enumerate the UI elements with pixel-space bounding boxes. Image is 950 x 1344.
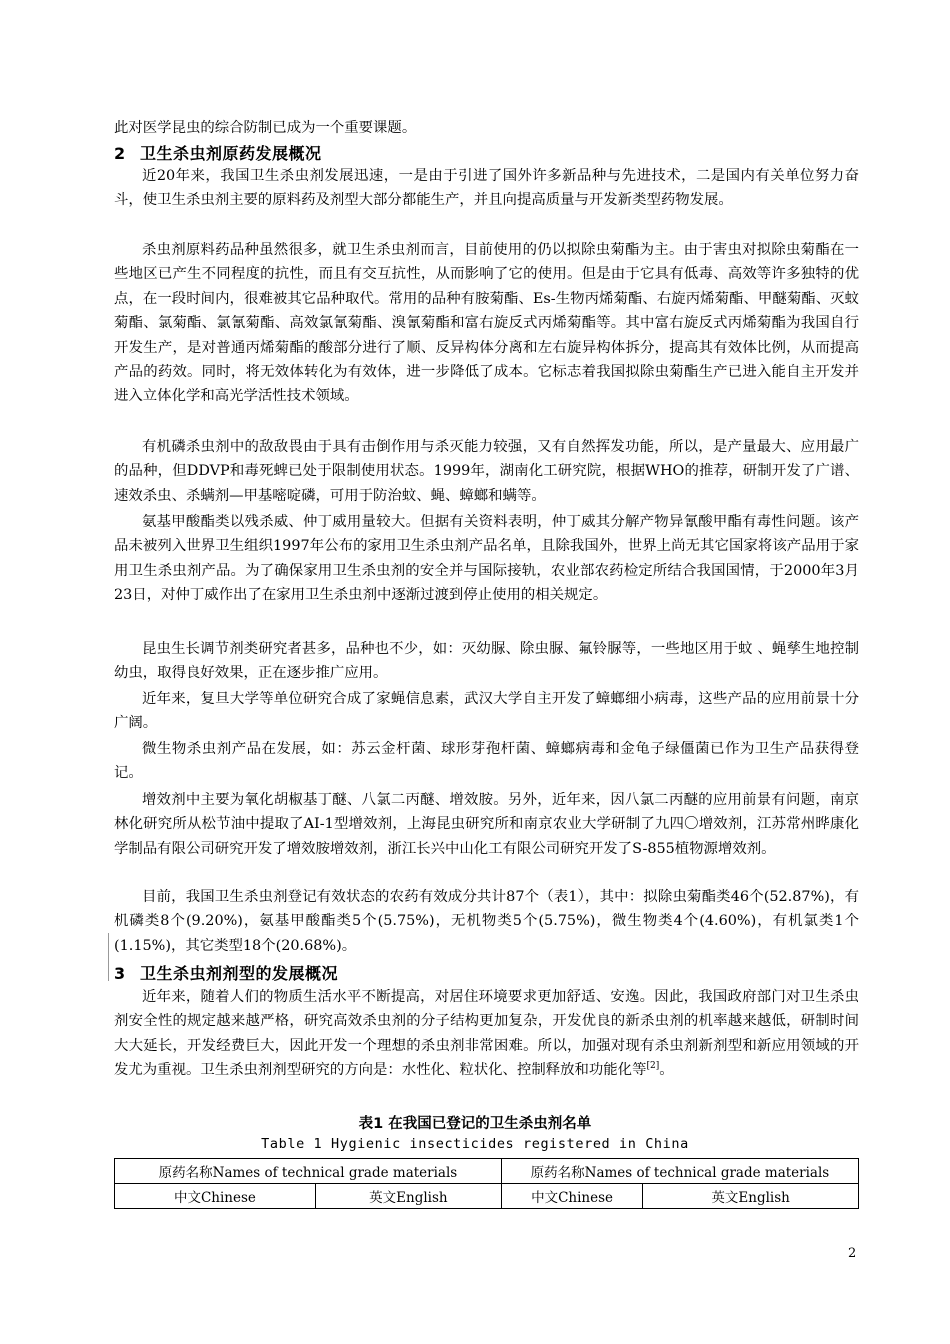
col-header-english-1: 英文English [315, 1184, 501, 1209]
paragraph-s2-6: 近年来，复旦大学等单位研究合成了家蝇信息素，武汉大学自主开发了蟑螂细小病毒，这些产品的应用前景十分广阔。 [114, 691, 859, 732]
insecticide-table [114, 1158, 859, 1209]
col-header-english-2: 英文English [643, 1184, 859, 1209]
group-header-left: 原药名称Names of technical grade materials [115, 1159, 502, 1184]
paragraph-s2-2: 杀虫剂原料药品种虽然很多，就卫生杀虫剂而言，目前使用的仍以拟除虫菊酯为主。由于害虫对拟除虫菊酯在一些地区已产生不同程度的抗性，而且有交互抗性，从而影响了它的使用。但是由于它具有低毒、高效等许多独特的优点，在一段时间内，很难被其它品种取代。常用的品种有胺菊酯、Es-生物丙烯菊酯、右旋丙烯菊酯、甲醚菊酯、灭蚊菊酯、氯菊酯、氯氰菊酯、高效氯氰菊酯、溴氰菊酯和富右旋反式丙烯菊酯等。其中富右旋反式丙烯菊酯为我国自行开发生产，是对普通丙烯菊酯的酸部分进行了顺、反异构体分离和左右旋异构体拆分，提高其有效体比例，从而提高产品的药效。同时，将无效体转化为有效体，进一步降低了成本。它标志着我国拟除虫菊酯生产已进入能自主开发并进入立体化学和高光学活性技术领域。 [114, 242, 859, 405]
paragraph-s2-5: 昆虫生长调节剂类研究者甚多，品种也不少，如：灭幼脲、除虫脲、氟铃脲等，一些地区用于蚊 、蝇孳生地控制幼虫，取得良好效果，正在逐步推广应用。 [114, 641, 859, 682]
section-3-number: 3 [114, 964, 126, 983]
citation-ref[interactable]: [2] [646, 1061, 660, 1072]
page-number: 2 [848, 1246, 857, 1261]
section-3-title: 卫生杀虫剂剂型的发展概况 [140, 964, 339, 983]
paragraph-s2-7: 微生物杀虫剂产品在发展，如：苏云金杆菌、球形芽孢杆菌、蟑螂病毒和金龟子绿僵菌已作为卫生产品获得登记。 [114, 741, 859, 782]
table-column-header-row [115, 1184, 859, 1209]
section-2-number: 2 [114, 144, 126, 163]
paragraph-s3-1-text: 近年来，随着人们的物质生活水平不断提高，对居住环境要求更加舒适、安逸。因此，我国政府部门对卫生杀虫剂安全性的规定越来越严格，研究高效杀虫剂的分子结构更加复杂，开发优良的新杀虫剂的机率越来越低，研制时间大大延长，开发经费巨大，因此开发一个理想的杀虫剂非常困难。所以，加强对现有杀虫剂新剂型和新应用领域的开发尤为重视。卫生杀虫剂剂型研究的方向是：水性化、粒状化、控制释放和功能化等 [114, 989, 859, 1079]
paragraph-s2-3: 有机磷杀虫剂中的敌敌畏由于具有击倒作用与杀灭能力较强，又有自然挥发功能，所以，是产量最大、应用最广的品种，但DDVP和毒死蜱已处于限制使用状态。1999年，湖南化工研究院，根据WHO的推荐，研制开发了广谱、速效杀虫、杀螨剂—甲基嘧啶磷，可用于防治蚊、蝇、蟑螂和螨等。 [114, 439, 859, 504]
table-caption-en: Table 1 Hygienic insecticides registered in China [261, 1136, 689, 1152]
margin-mark [108, 933, 109, 981]
paragraph-s2-1: 近20年来，我国卫生杀虫剂发展迅速，一是由于引进了国外许多新品种与先进技术，二是国内有关单位努力奋斗，使卫生杀虫剂主要的原料药及剂型大部分都能生产，并且向提高质量与开发新类型药物发展。 [114, 168, 859, 209]
section-2-heading [114, 141, 322, 164]
section-2-title: 卫生杀虫剂原药发展概况 [140, 144, 322, 163]
col-header-chinese-1: 中文Chinese [115, 1184, 316, 1209]
paragraph-s2-9: 目前，我国卫生杀虫剂登记有效状态的农药有效成分共计87个（表1），其中：拟除虫菊酯类46个(52.87%)，有机磷类8个(9.20%)，氨基甲酸酯类5个(5.75%)，无机物类5个(5.75%)，微生物类4个(4.60%)，有机氯类1个(1.15%)，其它类型18个(20.68%)。 [114, 889, 859, 954]
paragraph-s3-1-end: 。 [659, 1062, 674, 1079]
paragraph-s2-8: 增效剂中主要为氧化胡椒基丁醚、八氯二丙醚、增效胺。另外，近年来，因八氯二丙醚的应用前景有问题，南京林化研究所从松节油中提取了AI-1型增效剂，上海昆虫研究所和南京农业大学研制了九四〇增效剂，江苏常州晔康化学制品有限公司研究开发了增效胺增效剂，浙江长兴中山化工有限公司研究开发了S-855植物源增效剂。 [114, 792, 859, 857]
group-header-right: 原药名称Names of technical grade materials [501, 1159, 858, 1184]
table-group-header-row [115, 1159, 859, 1184]
paragraph-s2-4: 氨基甲酸酯类以残杀威、仲丁威用量较大。但据有关资料表明，仲丁威其分解产物异氰酸甲酯有毒性问题。该产品未被列入世界卫生组织1997年公布的家用卫生杀虫剂产品名单，且除我国外，世界上尚无其它国家将该产品用于家用卫生杀虫剂产品。为了确保家用卫生杀虫剂的安全并与国际接轨，农业部农药检定所结合我国国情，于2000年3月23日，对仲丁威作出了在家用卫生杀虫剂中逐渐过渡到停止使用的相关规定。 [114, 514, 859, 604]
section-3-heading [114, 961, 338, 984]
paragraph-s3-1 [114, 985, 859, 1083]
paragraph-intro-tail: 此对医学昆虫的综合防制已成为一个重要课题。 [114, 120, 417, 136]
col-header-chinese-2: 中文Chinese [501, 1184, 642, 1209]
table-caption-cn: 表1 在我国已登记的卫生杀虫剂名单 [358, 1116, 592, 1132]
